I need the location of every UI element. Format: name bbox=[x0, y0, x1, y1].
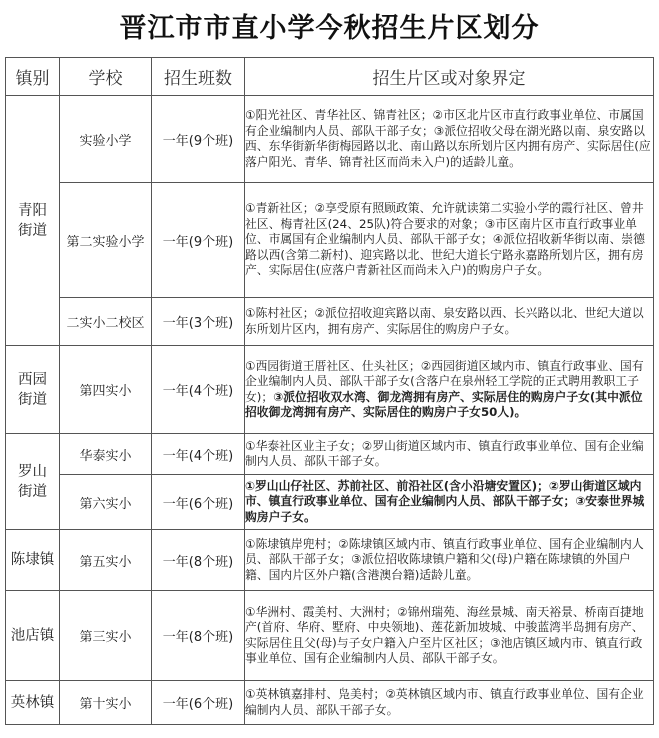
classes-cell: 一年(3个班) bbox=[152, 298, 245, 346]
town-cell bbox=[6, 96, 60, 346]
area-cell: ①华洲村、霞美村、大洲村；②锦州瑞苑、海丝景城、南天裕景、桥南百捷地产(首府、华府、墅府、中央领地)、莲花新加坡城、中骏蓝湾半岛拥有房产、实际居住且父(母)与子女户籍入户至片区社区；③池店镇区域内市、镇直行政事业单位、国有企业编制内人员、部队干部子女。 bbox=[245, 591, 654, 681]
town-cell bbox=[6, 346, 60, 434]
area-cell: ①青新社区；②享受原有照顾政策、允许就读第二实验小学的霞行社区、曾井社区、梅青社区(24、25队)符合要求的对象；③市区南片区市直行政事业单位、市属国有企业编制内人员、部队干部子女；④派位招收新华街以南、崇德路以西(含第二新村)、迎宾路以北、世纪大道长宁路永嘉路所划片区，拥有房产、实际居住(应落户青新社区而尚未入户)的购房户子女。 bbox=[245, 183, 654, 298]
school-cell: 第十实小 bbox=[60, 681, 152, 725]
table-row bbox=[6, 434, 654, 475]
town-cell: 池店镇 bbox=[6, 591, 60, 681]
table-header-row bbox=[6, 58, 654, 96]
town-name: 青阳街道 bbox=[18, 202, 47, 239]
classes-cell: 一年(6个班) bbox=[152, 681, 245, 725]
classes-cell: 一年(8个班) bbox=[152, 591, 245, 681]
classes-cell: 一年(8个班) bbox=[152, 530, 245, 591]
town-cell: 英林镇 bbox=[6, 681, 60, 725]
area-cell: ①阳光社区、青华社区、锦青社区；②市区北片区市直行政事业单位、市属国有企业编制内人员、部队干部子女；③派位招收父母在湖光路以南、泉安路以西、东华街新华街梅园路以北、南山路以东所划片区内拥有房产、实际居住(应落户阳光、青华、锦青社区而尚未入户)的适龄儿童。 bbox=[245, 96, 654, 183]
classes-cell: 一年(9个班) bbox=[152, 183, 245, 298]
table-row bbox=[6, 96, 654, 183]
table-row bbox=[6, 298, 654, 346]
classes-cell: 一年(9个班) bbox=[152, 96, 245, 183]
area-text: ①西园街道王厝社区、仕头社区；②西园街道区域内市、镇直行政事业、国有企业编制内人员、部队干部子女(含落户在泉州轻工学院的正式聘用教职工子女)； bbox=[245, 358, 644, 404]
table-row bbox=[6, 183, 654, 298]
area-cell: ①英林镇嘉排村、凫美村；②英林镇区域内市、镇直行政事业单位、国有企业编制内人员、部队干部子女。 bbox=[245, 681, 654, 725]
area-text-bold: ③派位招收双水湾、御龙湾拥有房产、实际居住的购房户子女(其中派位招收御龙湾拥有房产、实际居住的购房户子女50人)。 bbox=[245, 389, 643, 419]
table-row bbox=[6, 591, 654, 681]
header-town: 镇别 bbox=[6, 58, 60, 96]
school-cell: 实验小学 bbox=[60, 96, 152, 183]
area-cell: ①陈埭镇岸兜村；②陈埭镇区域内市、镇直行政事业单位、国有企业编制内人员、部队干部子女；③派位招收陈埭镇户籍和父(母)户籍在陈埭镇的外国户籍、国内片区外户籍(含港澳台籍)适龄儿童。 bbox=[245, 530, 654, 591]
classes-cell: 一年(4个班) bbox=[152, 346, 245, 434]
header-area: 招生片区或对象界定 bbox=[245, 58, 654, 96]
table-row bbox=[6, 530, 654, 591]
enrollment-table bbox=[5, 57, 654, 725]
school-cell: 华泰实小 bbox=[60, 434, 152, 475]
table-row bbox=[6, 681, 654, 725]
header-school: 学校 bbox=[60, 58, 152, 96]
area-cell: ①陈村社区；②派位招收迎宾路以南、泉安路以西、长兴路以北、世纪大道以东所划片区内，拥有房产、实际居住的购房户子女。 bbox=[245, 298, 654, 346]
classes-cell: 一年(6个班) bbox=[152, 475, 245, 530]
school-cell: 第四实小 bbox=[60, 346, 152, 434]
school-cell: 第三实小 bbox=[60, 591, 152, 681]
classes-cell: 一年(4个班) bbox=[152, 434, 245, 475]
area-cell: ①华泰社区业主子女；②罗山街道区域内市、镇直行政事业单位、国有企业编制内人员、部队干部子女。 bbox=[245, 434, 654, 475]
area-cell bbox=[245, 346, 654, 434]
school-cell: 第二实验小学 bbox=[60, 183, 152, 298]
town-name: 罗山街道 bbox=[18, 463, 47, 500]
table-row bbox=[6, 346, 654, 434]
table-row bbox=[6, 475, 654, 530]
town-name: 西园街道 bbox=[18, 371, 47, 408]
school-cell: 第五实小 bbox=[60, 530, 152, 591]
page-title: 晋江市市直小学今秋招生片区划分 bbox=[119, 13, 540, 44]
school-cell: 二实小二校区 bbox=[60, 298, 152, 346]
town-cell: 陈埭镇 bbox=[6, 530, 60, 591]
school-cell: 第六实小 bbox=[60, 475, 152, 530]
town-cell bbox=[6, 434, 60, 530]
area-cell: ①罗山山仔社区、苏前社区、前沿社区(含小沿塘安置区)；②罗山街道区域内市、镇直行政事业单位、国有企业编制内人员、部队干部子女；③安泰世界城购房户子女。 bbox=[245, 475, 654, 530]
header-classes: 招生班数 bbox=[152, 58, 245, 96]
